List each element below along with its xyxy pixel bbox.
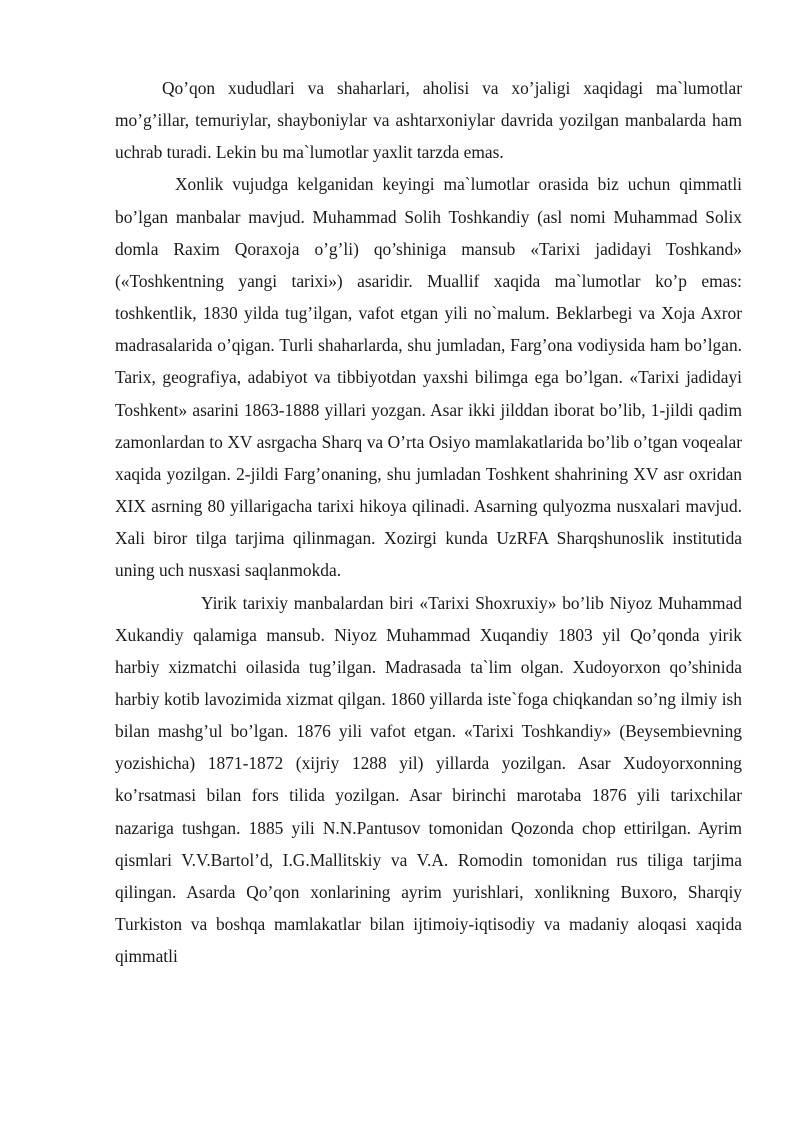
paragraph-3: Yirik tarixiy manbalardan biri «Tarixi Shoxruxiy» bo’lib Niyoz Muhammad Xukandiy qalamiga mansub. Niyoz Muhammad Xuqandiy 1803 yil Qo’qonda yirik harbiy xizmatchi oilasida tug’ilgan. Madrasada ta`lim olgan. Xudoyorxon qo’shinida harbiy kotib lavozimida xizmat qilgan. 1860 yillarda iste`foga chiqkandan so’ng ilmiy ish bilan mashg’ul bo’lgan. 1876 yili vafot etgan. «Tarixi Toshkandiy» (Beysembievning yozishicha) 1871-1872 (xijriy 1288 yil) yillarda yozilgan. Asar Xudoyorxonning ko’rsatmasi bilan fors tilida yozilgan. Asar birinchi marotaba 1876 yili tarixchilar nazariga tushgan. 1885 yili N.N.Pantusov tomonidan Qozonda chop ettirilgan. Ayrim qismlari V.V.Bartol’d, I.G.Mallitskiy va V.A. Romodin tomonidan rus tiliga tarjima qilingan. Asarda Qo’qon xonlarining ayrim yurishlari, xonlikning Buxoro, Sharqiy Turkiston va boshqa mamlakatlar bilan ijtimoiy-iqtisodiy va madaniy aloqasi xaqida qimmatli	[115, 592, 742, 967]
document-body	[115, 72, 742, 972]
paragraph-1: Qo’qon xududlari va shaharlari, aholisi va xo’jaligi xaqidagi ma`lumotlar mo’g’illar, temuriylar, shayboniylar va ashtarxoniylar davrida yozilgan manbalarda ham uchrab turadi. Lekin bu ma`lumotlar yaxlit tarzda emas.	[115, 78, 742, 163]
paragraph-2: Xonlik vujudga kelganidan keyingi ma`lumotlar orasida biz uchun qimmatli bo’lgan manbalar mavjud. Muhammad Solih Toshkandiy (asl nomi Muhammad Solix domla Raxim Qoraxoja o’g’li) qo’shiniga mansub «Tarixi jadidayi Toshkand» («Toshkentning yangi tarixi») asaridir. Muallif xaqida ma`lumotlar ko’p emas: toshkentlik, 1830 yilda tug’ilgan, vafot etgan yili no`malum. Beklarbegi va Xoja Axror madrasalarida o’qigan. Turli shaharlarda, shu jumladan, Farg’ona vodiysida ham bo’lgan. Tarix, geografiya, adabiyot va tibbiyotdan yaxshi bilimga ega bo’lgan. «Tarixi jadidayi Toshkent» asarini 1863-1888 yillari yozgan. Asar ikki jilddan iborat bo’lib, 1-jildi qadim zamonlardan to XV asrgacha Sharq va O’rta Osiyo mamlakatlarida bo’lib o’tgan voqealar xaqida yozilgan. 2-jildi Farg’onaning, shu jumladan Toshkent shahrining XV asr oxridan XIX asrning 80 yillarigacha tarixi hikoya qilinadi. Asarning qulyozma nusxalari mavjud. Xali biror tilga tarjima qilinmagan. Xozirgi kunda UzRFA Sharqshunoslik institutida uning uch nusxasi saqlanmokda.	[115, 174, 742, 581]
